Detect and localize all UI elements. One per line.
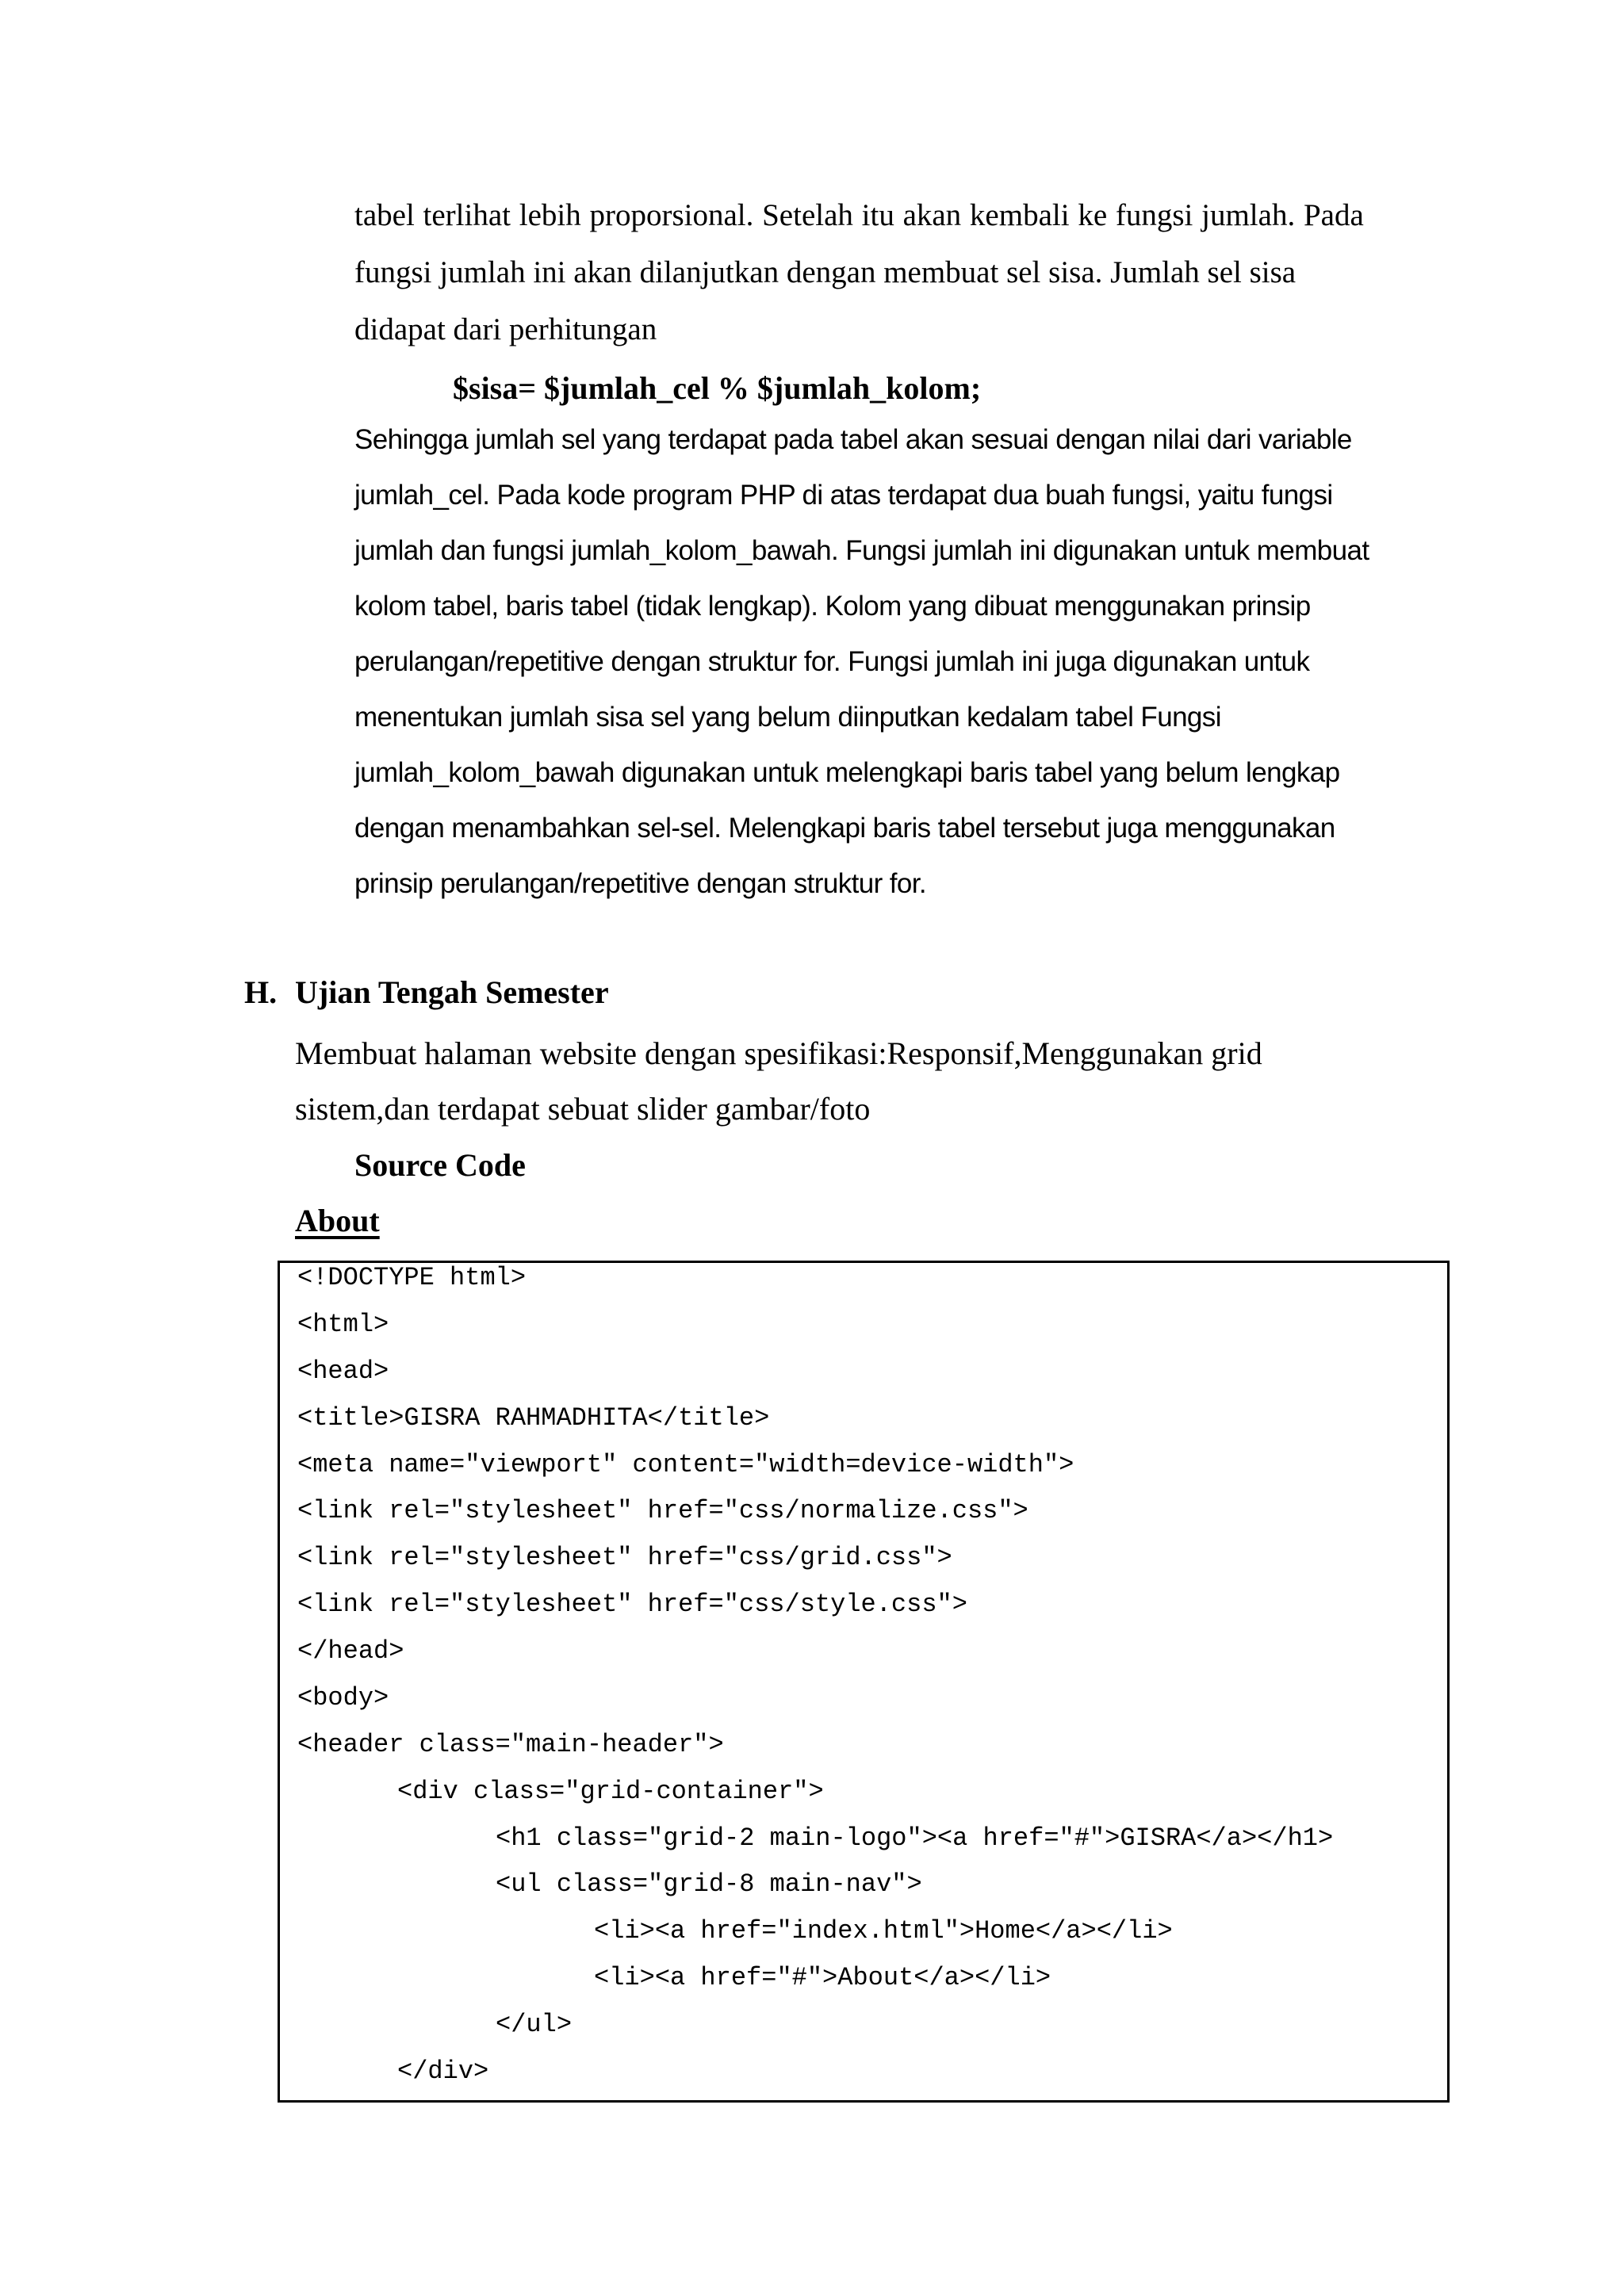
about-label: About xyxy=(295,1203,380,1238)
paragraph-line-3: didapat dari perhitungan xyxy=(354,312,657,346)
code-line: <title>GISRA RAHMADHITA</title> xyxy=(297,1403,770,1433)
sans-paragraph-line-6: menentukan jumlah sisa sel yang belum diinputkan kedalam tabel Fungsi xyxy=(354,702,1221,733)
sans-paragraph-line-9: prinsip perulangan/repetitive dengan struktur for. xyxy=(354,868,927,899)
code-line: <ul class="grid-8 main-nav"> xyxy=(496,1869,922,1899)
sans-paragraph-line-4: kolom tabel, baris tabel (tidak lengkap). Kolom yang dibuat menggunakan prinsip xyxy=(354,591,1311,622)
code-line: <li><a href="#">About</a></li> xyxy=(594,1963,1051,1992)
code-line: <div class="grid-container"> xyxy=(397,1777,824,1806)
sans-paragraph-line-2: jumlah_cel. Pada kode program PHP di atas terdapat dua buah fungsi, yaitu fungsi xyxy=(354,480,1333,511)
section-title: Ujian Tengah Semester xyxy=(295,974,609,1010)
sans-paragraph-line-5: perulangan/repetitive dengan struktur for. Fungsi jumlah ini juga digunakan untuk xyxy=(354,646,1310,677)
code-line: <link rel="stylesheet" href="css/grid.css"> xyxy=(297,1543,952,1572)
section-description-line-2: sistem,dan terdapat sebuat slider gambar/foto xyxy=(295,1091,871,1127)
code-line: <link rel="stylesheet" href="css/style.css"> xyxy=(297,1590,967,1619)
section-description-line-1: Membuat halaman website dengan spesifikasi:Responsif,Menggunakan grid xyxy=(295,1035,1262,1071)
sans-paragraph-line-7: jumlah_kolom_bawah digunakan untuk melengkapi baris tabel yang belum lengkap xyxy=(354,757,1340,788)
sans-paragraph-line-8: dengan menambahkan sel-sel. Melengkapi baris tabel tersebut juga menggunakan xyxy=(354,813,1335,844)
code-line: <meta name="viewport" content="width=device-width"> xyxy=(297,1450,1074,1479)
code-line: <header class="main-header"> xyxy=(297,1730,724,1759)
source-code-label: Source Code xyxy=(354,1147,526,1183)
code-line: <html> xyxy=(297,1310,389,1339)
formula: $sisa= $jumlah_cel % $jumlah_kolom; xyxy=(453,370,982,406)
sans-paragraph-line-1: Sehingga jumlah sel yang terdapat pada tabel akan sesuai dengan nilai dari variable xyxy=(354,424,1352,455)
paragraph-line-2: fungsi jumlah ini akan dilanjutkan dengan membuat sel sisa. Jumlah sel sisa xyxy=(354,255,1297,289)
code-line: <body> xyxy=(297,1683,389,1712)
code-line: <head> xyxy=(297,1357,389,1386)
code-line: <li><a href="index.html">Home</a></li> xyxy=(594,1916,1173,1946)
code-line: <!DOCTYPE html> xyxy=(297,1263,527,1292)
code-line: </div> xyxy=(397,2057,489,2086)
code-line: </head> xyxy=(297,1636,404,1666)
paragraph-line-1: tabel terlihat lebih proporsional. Setelah itu akan kembali ke fungsi jumlah. Pada xyxy=(354,198,1364,232)
code-line: </ul> xyxy=(496,2010,573,2039)
code-line: <h1 class="grid-2 main-logo"><a href="#">GISRA</a></h1> xyxy=(496,1823,1334,1853)
sans-paragraph-line-3: jumlah dan fungsi jumlah_kolom_bawah. Fungsi jumlah ini digunakan untuk membuat xyxy=(354,535,1369,566)
section-letter: H. xyxy=(244,974,278,1010)
code-block xyxy=(278,1261,1450,2103)
code-line: <link rel="stylesheet" href="css/normalize.css"> xyxy=(297,1496,1028,1525)
